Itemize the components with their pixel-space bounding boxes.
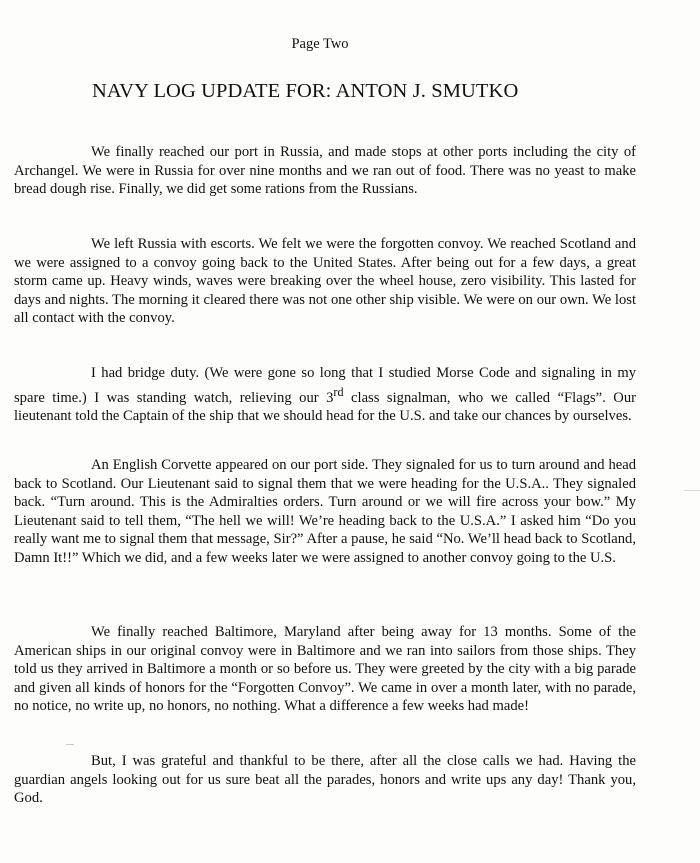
- scan-speck: [684, 490, 700, 491]
- document-title: NAVY LOG UPDATE FOR: ANTON J. SMUTKO: [92, 80, 519, 102]
- paragraph-arrival-russia: We finally reached our port in Russia, and made stops at other ports including the city of Archangel. We were in Russia for over nine months and we ran out of food. There was no yeast to make bread dough rise. Finally, we did get some rations from the Russians.: [14, 144, 636, 197]
- page-number: Page Two: [291, 36, 349, 52]
- paragraph-closing: But, I was grateful and thankful to be there, after all the close calls we had. Having the guardian angels looking out for us sure beat all the parades, honors and write ups any day! Thank you, God.: [14, 753, 636, 806]
- paragraph-baltimore: We finally reached Baltimore, Maryland after being away for 13 months. Some of the American ships in our original convoy were in Baltimore and we ran into sailors from those ships. They told us they arrived in Baltimore a month or so before us. They were greeted by the city with a big parade and given all kinds of honors for the “Forgotten Convoy”. We came in over a month later, with no parade, no notice, no write up, no honors, no nothing. What a difference a few weeks had made!: [14, 624, 636, 714]
- paragraph-bridge-duty: [14, 364, 636, 425]
- paragraph-english-corvette: An English Corvette appeared on our port side. They signaled for us to turn around and head back to Scotland. Our Lieutenant said to signal them that we were heading for the U.S.A.. They signaled back. “Turn around. This is the Admiralties orders. Turn around or we will fire across your bow.” My Lieutenant said to tell them, “The hell we will! We’re heading back to the U.S.A.” I asked him “Do you really want me to signal them that message, Sir?” After a pause, he said “No. We’ll head back to Scotland, Damn It!!” Which we did, and a few weeks later we were assigned to another convoy going to the U.S.: [14, 457, 636, 566]
- scan-speck: [66, 744, 74, 745]
- paragraph-bridge-duty-text: I had bridge duty. (We were gone so long that I studied Morse Code and signaling in my spare time.) I was standing watch, relieving our 3: [14, 365, 636, 406]
- paragraph-storm: We left Russia with escorts. We felt we were the forgotten convoy. We reached Scotland and we were assigned to a convoy going back to the United States. After being out for a few days, a great storm came up. Heavy winds, waves were breaking over the wheel house, zero visibility. This lasted for days and nights. The morning it cleared there was not one other ship visible. We were on our own. We lost all contact with the convoy.: [14, 236, 636, 326]
- ordinal-superscript: rd: [333, 384, 344, 399]
- paragraph-bridge-duty-text-end: class signalman, who we called “Flags”. Our lieutenant told the Captain of the ship that we should head for the U.S. and take our chances by ourselves.: [14, 389, 636, 424]
